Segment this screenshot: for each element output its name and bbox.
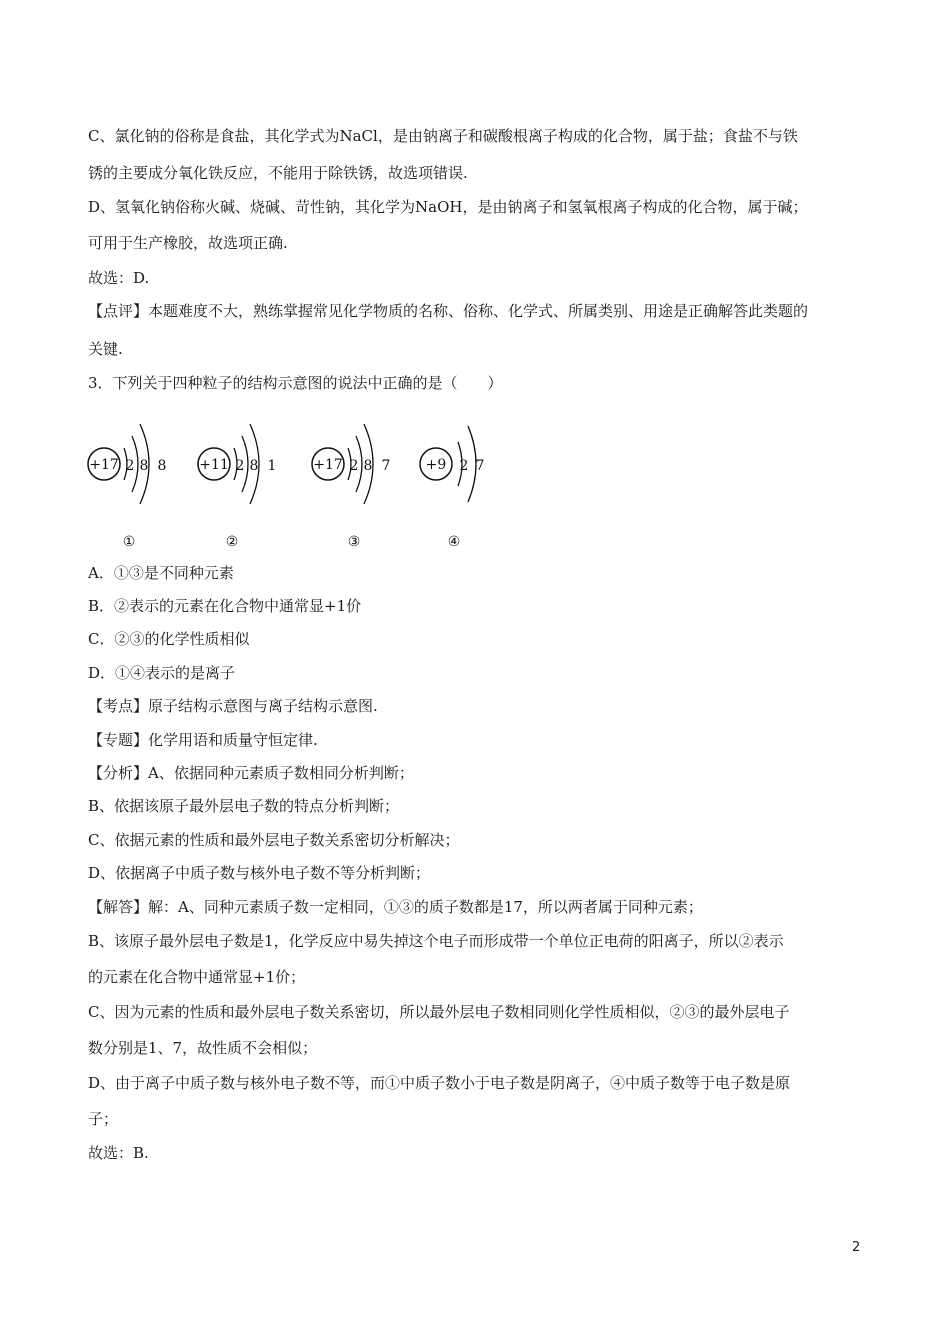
atom-structure-diagrams: [84, 404, 504, 554]
nucleus-charge: +17: [313, 457, 343, 473]
shell-electrons: 7: [381, 458, 391, 474]
answer-line: 故选：D.: [88, 269, 150, 287]
solution-line: C、因为元素的性质和最外层电子数关系密切，所以最外层电子数相同则化学性质相似，②③的最外层电子: [88, 1003, 790, 1021]
shell-electrons: 8: [139, 458, 149, 474]
shell-electrons: 2: [349, 458, 359, 474]
text-line: 锈的主要成分氧化铁反应，不能用于除铁锈，故选项错误.: [88, 164, 468, 182]
solution-line: 数分别是1、7，故性质不会相似；: [88, 1039, 318, 1057]
text-line: D、氢氧化钠俗称火碱、烧碱、苛性钠，其化学为NaOH，是由钠离子和氢氧根离子构成的化合物，属于碱；: [88, 198, 808, 216]
comment-line: 关键.: [88, 340, 123, 358]
shell-electrons: 8: [157, 458, 167, 474]
analysis-line: B、依据该原子最外层电子数的特点分析判断；: [88, 797, 400, 815]
atom-diagram-4: [420, 426, 484, 550]
analysis-line: D、依据离子中质子数与核外电子数不等分析判断；: [88, 864, 431, 882]
nucleus-charge: +9: [425, 457, 447, 473]
question-stem: 3．下列关于四种粒子的结构示意图的说法中正确的是（ ）: [88, 374, 503, 392]
nucleus-charge: +11: [199, 457, 229, 473]
shell-electrons: 1: [267, 458, 277, 474]
diagram-label: ②: [225, 534, 239, 550]
shell-electrons: 7: [475, 458, 485, 474]
comment-line: 【点评】本题难度不大，熟练掌握常见化学物质的名称、俗称、化学式、所属类别、用途是正确解答此类题的: [88, 302, 809, 320]
shell-electrons: 2: [459, 458, 469, 474]
solution-line: D、由于离子中质子数与核外电子数不等，而①中质子数小于电子数是阴离子，④中质子数等于电子数是原: [88, 1074, 791, 1092]
atom-diagram-1: [88, 424, 166, 550]
diagram-label: ①: [122, 534, 136, 550]
atom-diagram-3: [312, 424, 390, 550]
solution-line: 子；: [88, 1110, 119, 1128]
analysis-line: C、依据元素的性质和最外层电子数关系密切分析解决；: [88, 831, 460, 849]
text-line: C、氯化钠的俗称是食盐，其化学式为NaCl，是由钠离子和碳酸根离子构成的化合物，属于盐；食盐不与铁: [88, 127, 798, 145]
solution-line: 的元素在化合物中通常显+1价；: [88, 968, 306, 986]
solution-line: 【解答】解：A、同种元素质子数一定相同，①③的质子数都是17，所以两者属于同种元素；: [88, 898, 703, 916]
kaodian-line: 【考点】原子结构示意图与离子结构示意图.: [88, 697, 378, 715]
option-d: D．①④表示的是离子: [88, 664, 236, 682]
option-c: C．②③的化学性质相似: [88, 630, 250, 648]
analysis-line: 【分析】A、依据同种元素质子数相同分析判断；: [88, 764, 414, 782]
answer-line: 故选：B.: [88, 1144, 149, 1162]
shell-electrons: 2: [235, 458, 245, 474]
shell-electrons: 8: [249, 458, 259, 474]
nucleus-charge: +17: [89, 457, 119, 473]
text-line: 可用于生产橡胶，故选项正确.: [88, 234, 288, 252]
atom-diagram-2: [198, 424, 276, 550]
option-b: B．②表示的元素在化合物中通常显+1价: [88, 597, 362, 615]
shell-electrons: 8: [363, 458, 373, 474]
diagram-label: ④: [447, 534, 461, 550]
zhuanti-line: 【专题】化学用语和质量守恒定律.: [88, 731, 318, 749]
diagram-label: ③: [347, 534, 361, 550]
page-number: 2: [852, 1240, 861, 1255]
solution-line: B、该原子最外层电子数是1，化学反应中易失掉这个电子而形成带一个单位正电荷的阳离子，所以②表示: [88, 932, 784, 950]
shell-electrons: 2: [125, 458, 135, 474]
option-a: A．①③是不同种元素: [88, 564, 234, 582]
